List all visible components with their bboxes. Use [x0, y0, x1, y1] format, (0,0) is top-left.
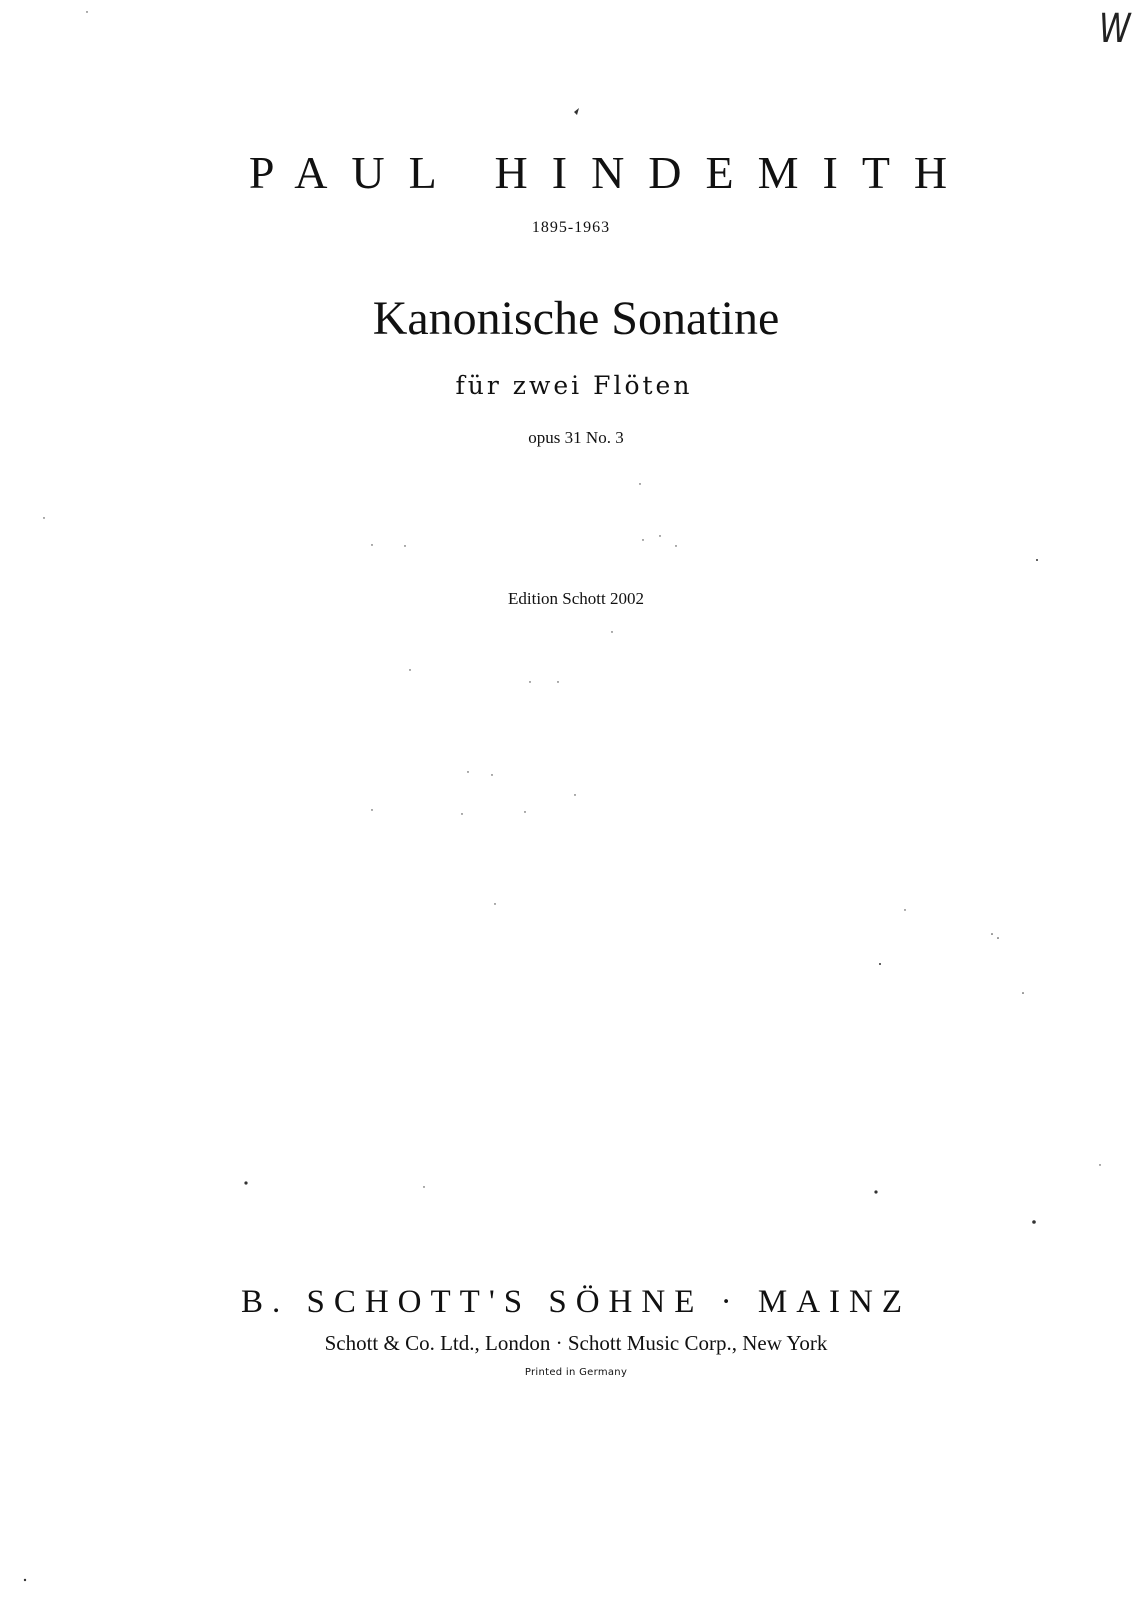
instrumentation: für zwei Flöten	[455, 371, 693, 400]
opus-number: opus 31 No. 3	[528, 428, 624, 447]
composer-name: PAUL HINDEMITH	[248, 147, 972, 198]
printed-notice: Printed in Germany	[524, 1367, 628, 1378]
handwritten-mark: W	[1098, 6, 1131, 52]
edition-number: Edition Schott 2002	[508, 589, 644, 608]
work-title: Kanonische Sonatine	[372, 292, 780, 345]
publisher-branches: Schott & Co. Ltd., London · Schott Music Corp., New York	[324, 1331, 828, 1355]
publisher-name: B. SCHOTT'S SÖHNE · MAINZ	[240, 1284, 912, 1320]
composer-dates: 1895-1963	[531, 219, 611, 236]
